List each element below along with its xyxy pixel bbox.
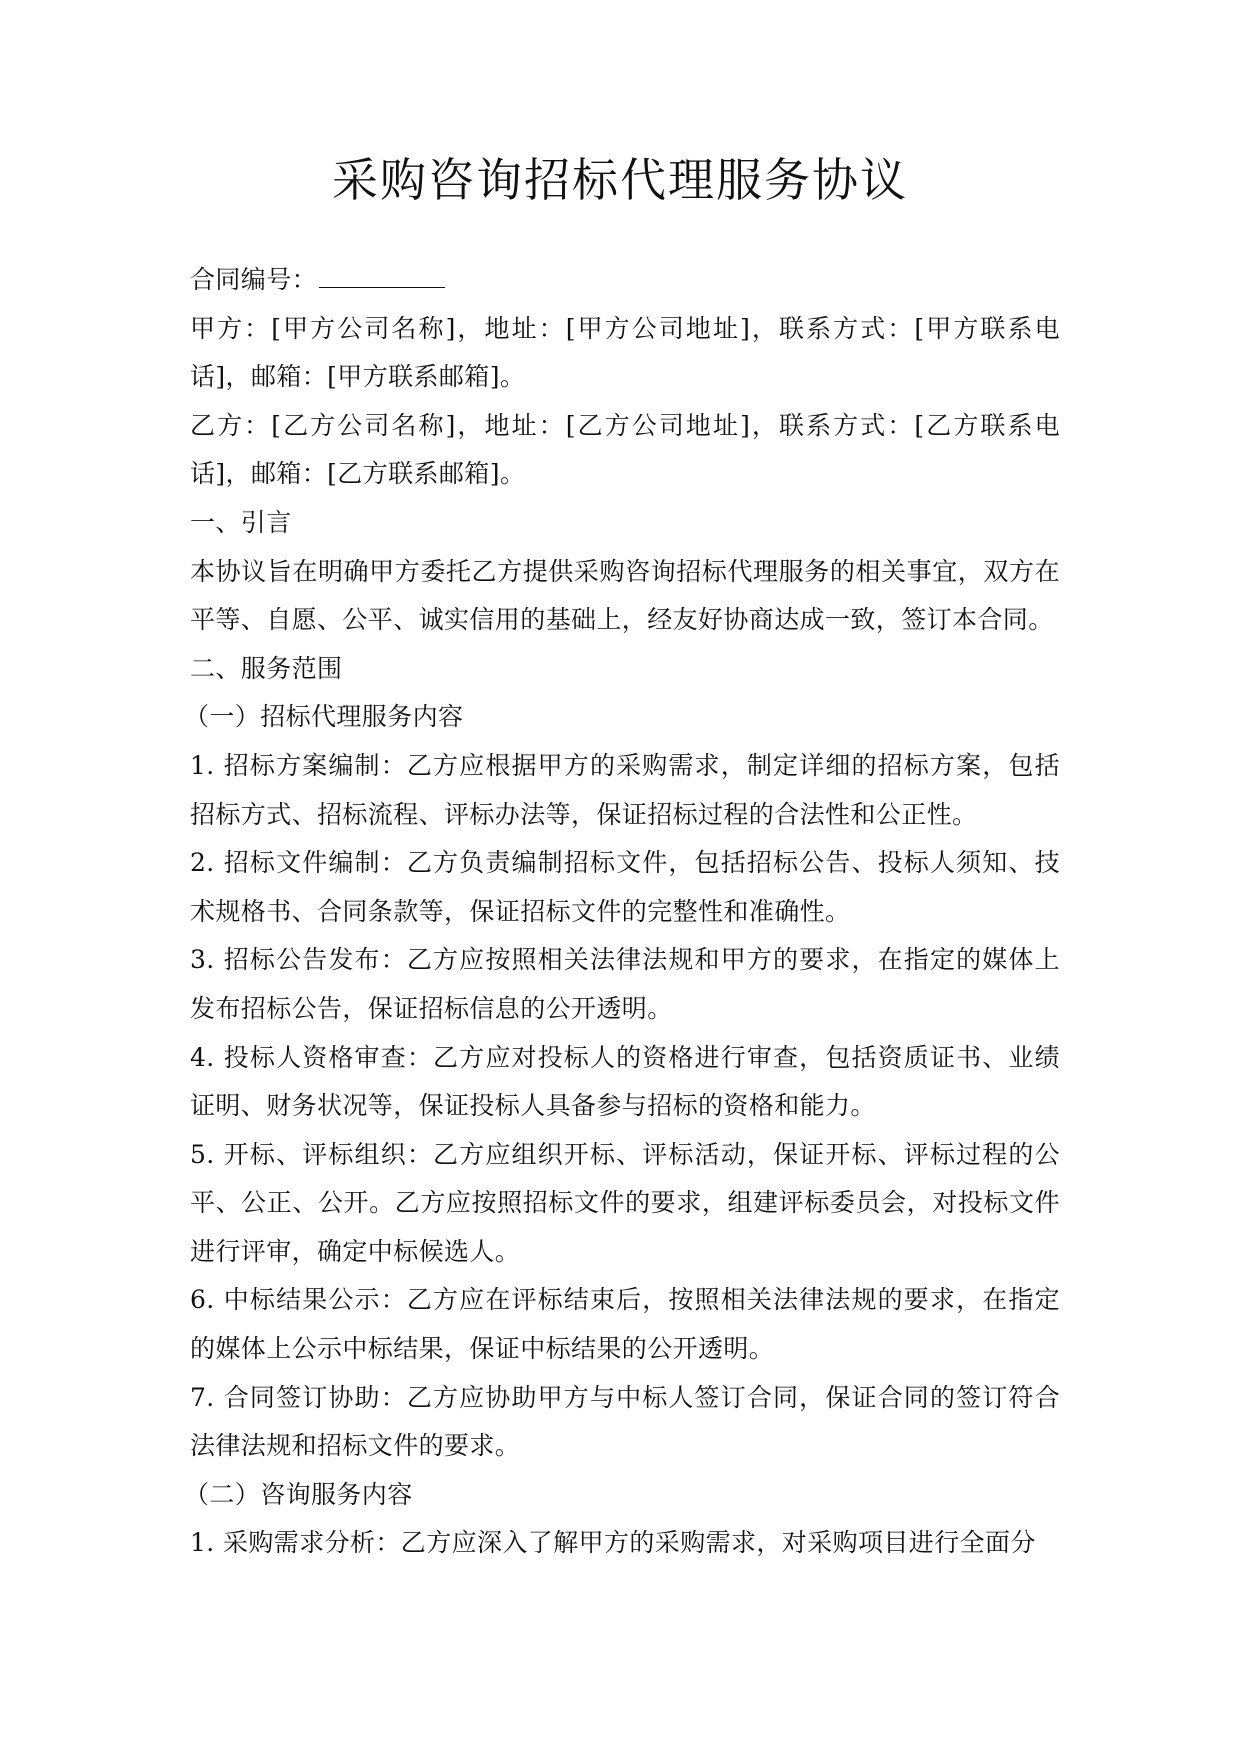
list-item: 7. 合同签订协助：乙方应协助甲方与中标人签订合同，保证合同的签订符合法律法规和招标文件的要求。	[190, 1382, 1060, 1461]
contract-number-blank	[319, 259, 445, 288]
section-heading-service-scope: 二、服务范围	[190, 653, 343, 683]
document-title: 采购咨询招标代理服务协议	[332, 153, 908, 207]
introduction-paragraph: 本协议旨在明确甲方委托乙方提供采购咨询招标代理服务的相关事宜，双方在平等、自愿、公平、诚实信用的基础上，经友好协商达成一致，签订本合同。	[190, 556, 1060, 635]
list-item: 4. 投标人资格审查：乙方应对投标人的资格进行审查，包括资质证书、业绩证明、财务状况等，保证投标人具备参与招标的资格和能力。	[190, 1042, 1060, 1121]
contract-number-line	[190, 256, 1060, 305]
party-a-info: 甲方：[甲方公司名称]，地址：[甲方公司地址]，联系方式：[甲方联系电话]，邮箱：[甲方联系邮箱]。	[190, 313, 1060, 392]
list-item: 2. 招标文件编制：乙方负责编制招标文件，包括招标公告、投标人须知、技术规格书、合同条款等，保证招标文件的完整性和准确性。	[190, 848, 1060, 926]
list-item: 3. 招标公告发布：乙方应按照相关法律法规和甲方的要求，在指定的媒体上发布招标公告，保证招标信息的公开透明。	[190, 945, 1060, 1023]
party-b-info: 乙方：[乙方公司名称]，地址：[乙方公司地址]，联系方式：[乙方联系电话]，邮箱：[乙方联系邮箱]。	[190, 410, 1060, 489]
list-item: 6. 中标结果公示：乙方应在评标结束后，按照相关法律法规的要求，在指定的媒体上公示中标结果，保证中标结果的公开透明。	[190, 1285, 1060, 1364]
contract-number-label: 合同编号：	[190, 265, 318, 294]
list-item: 1. 招标方案编制：乙方应根据甲方的采购需求，制定详细的招标方案，包括招标方式、招标流程、评标办法等，保证招标过程的合法性和公正性。	[190, 750, 1060, 829]
section-heading-introduction: 一、引言	[190, 507, 292, 537]
document-body	[184, 256, 1060, 1568]
list-item: 1. 采购需求分析：乙方应深入了解甲方的采购需求，对采购项目进行全面分	[190, 1528, 1036, 1558]
list-item: 5. 开标、评标组织：乙方应组织开标、评标活动，保证开标、评标过程的公平、公正、公开。乙方应按照招标文件的要求，组建评标委员会，对投标文件进行评审，确定中标候选人。	[190, 1139, 1060, 1266]
subsection-heading-bidding-agency: （一）招标代理服务内容	[184, 702, 464, 732]
subsection-heading-consulting: （二）咨询服务内容	[184, 1479, 413, 1509]
